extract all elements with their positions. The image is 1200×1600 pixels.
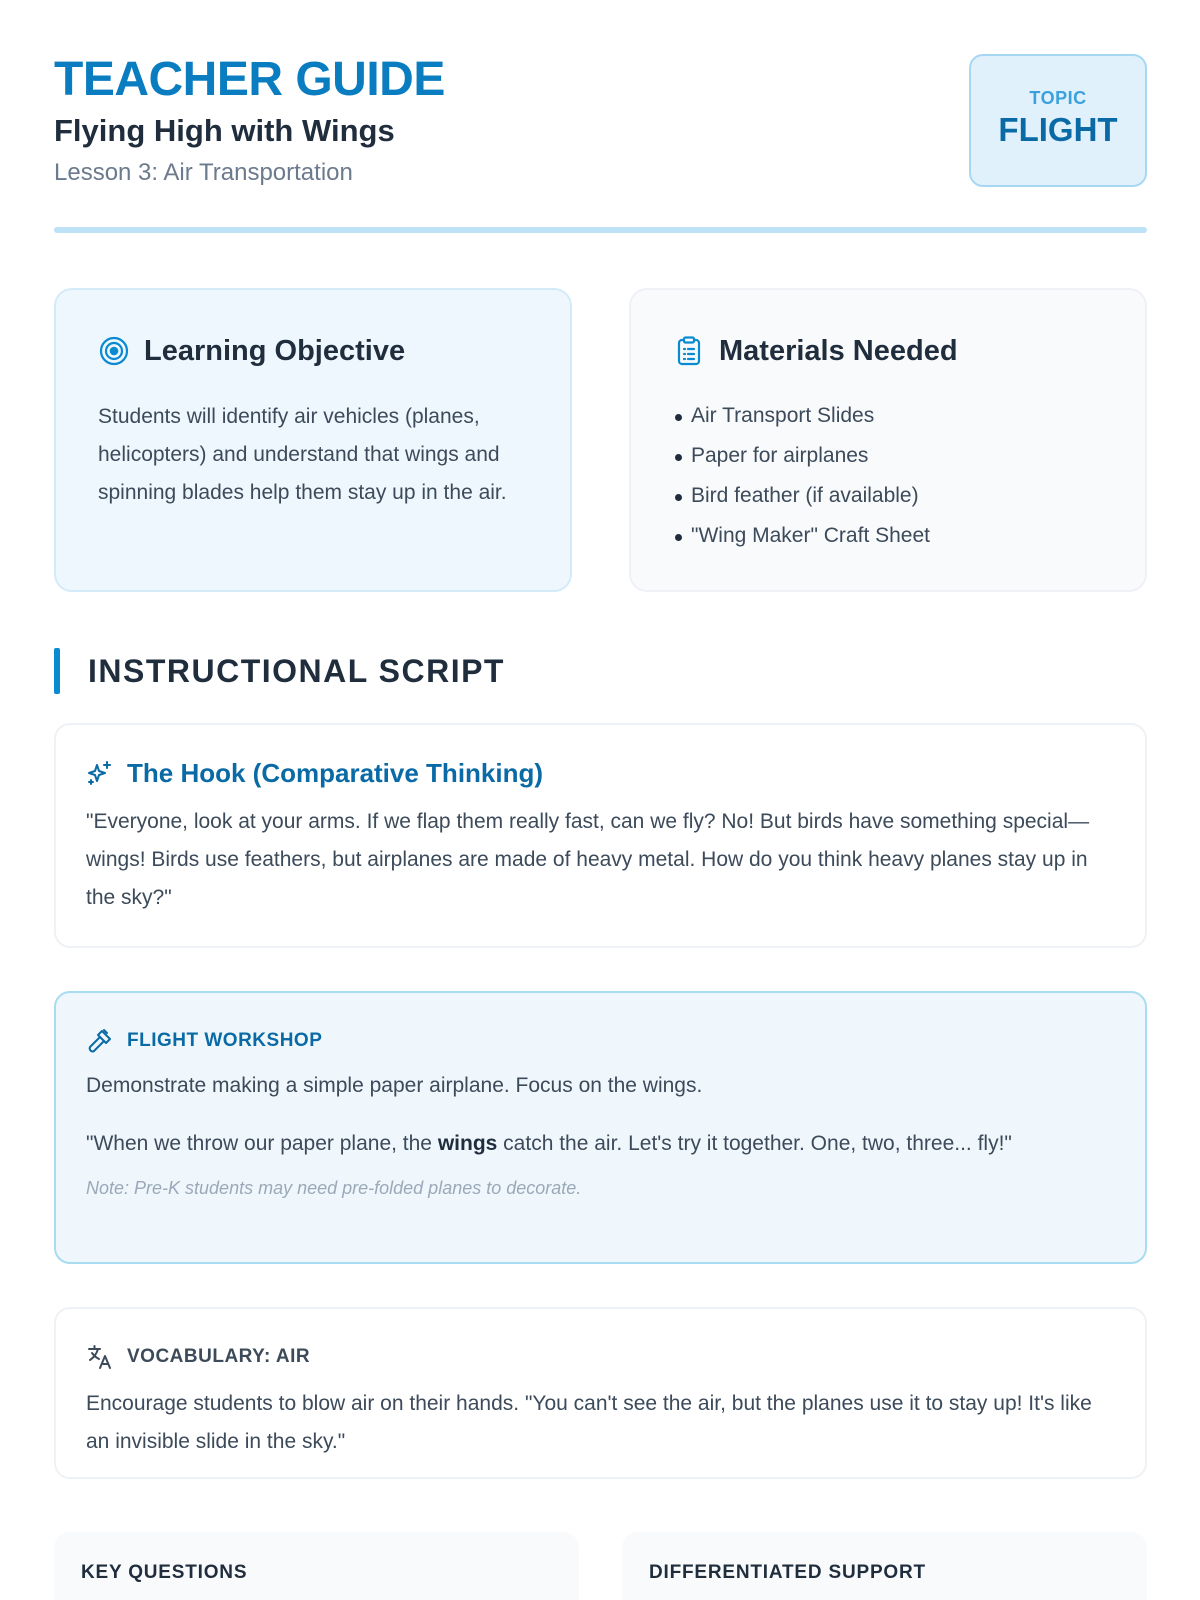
materials-item: "Wing Maker" Craft Sheet [673,516,1103,556]
learning-objective-title: Learning Objective [144,334,406,367]
workshop-title: FLIGHT WORKSHOP [127,1030,323,1051]
header-divider [54,227,1147,233]
topic-label: TOPIC [1029,88,1087,108]
page-title: TEACHER GUIDE [54,53,445,106]
workshop-quote [86,1125,1105,1163]
hook-title: The Hook (Comparative Thinking) [127,757,544,788]
learning-objective-text: Students will identify air vehicles (planes, helicopters) and understand that wings and spinning blades help them stay up in the air. [98,405,507,504]
topic-value: FLIGHT [998,111,1118,148]
translate-icon [86,1343,114,1371]
lesson-label: Lesson 3: Air Transportation [54,159,353,186]
workshop-quote-start: "When we throw our paper plane, the [86,1132,438,1155]
page-header [54,54,1147,234]
topic-badge [969,54,1147,187]
vocab-header [86,1339,1105,1375]
differentiated-support-card [622,1532,1147,1600]
workshop-note: Note: Pre-K students may need pre-folded planes to decorate. [86,1178,582,1198]
clipboard-list-icon [673,335,705,367]
materials-list [673,396,1103,556]
learning-objective-header [98,334,528,368]
sparkles-icon [86,759,114,787]
workshop-quote-emphasis: wings [437,1132,498,1155]
target-icon [98,335,130,367]
workshop-instruction: Demonstrate making a simple paper airplane. Focus on the wings. [86,1074,703,1097]
materials-item: Air Transport Slides [673,396,1103,436]
hook-block [54,723,1147,948]
page-subtitle: Flying High with Wings [54,113,395,148]
hammer-icon [86,1027,114,1055]
materials-title: Materials Needed [719,334,958,367]
differentiated-support-title: DIFFERENTIATED SUPPORT [649,1562,926,1583]
materials-item: Paper for airplanes [673,436,1103,476]
vocab-text: Encourage students to blow air on their hands. "You can't see the air, but the planes use it to stay up! It's like an invisible slide in the sky." [86,1392,1092,1453]
materials-item: Bird feather (if available) [673,476,1103,516]
flight-workshop-block [54,991,1147,1264]
key-questions-card [54,1532,579,1600]
workshop-header [86,1023,1105,1059]
materials-card [629,288,1147,592]
vocab-title: VOCABULARY: AIR [127,1346,311,1367]
key-questions-title: KEY QUESTIONS [81,1562,248,1583]
hook-text: "Everyone, look at your arms. If we flap them really fast, can we fly? No! But birds have something special—wings! Birds use feathers, but airplanes are made of heavy metal. How do you think heavy planes stay up in the sky?" [86,810,1090,909]
learning-objective-card [54,288,572,592]
hook-header [86,755,1105,791]
vocabulary-block [54,1307,1147,1479]
materials-header [673,334,1103,368]
instructional-script-heading: INSTRUCTIONAL SCRIPT [54,648,505,694]
workshop-quote-end: catch the air. Let's try it together. One, two, three... fly!" [497,1132,1012,1155]
